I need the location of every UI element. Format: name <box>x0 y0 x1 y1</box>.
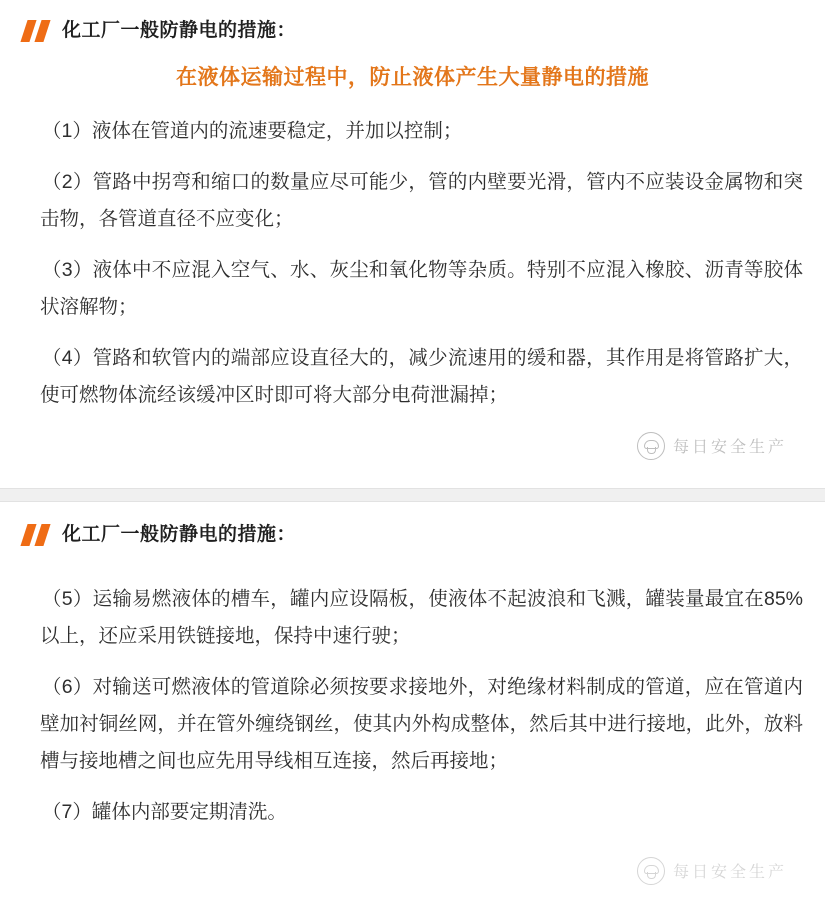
watermark-label: 每日安全生产 <box>672 864 787 882</box>
watermark-top <box>22 432 803 460</box>
wechat-official-account-icon <box>637 432 665 460</box>
paragraph-7: （7）罐体内部要定期清洗。 <box>42 800 287 823</box>
section-title: 化工厂一般防静电的措施： <box>62 20 297 41</box>
watermark-bottom <box>22 857 803 885</box>
paragraph-5: （5）运输易燃液体的槽车，罐内应设隔板，使液体不起波浪和飞溅，罐装量最宜在85%以上，还应采用铁链接地，保持中速行驶； <box>40 587 803 647</box>
watermark-label: 每日安全生产 <box>672 439 787 457</box>
paragraph-3: （3）液体中不应混入空气、水、灰尘和氧化物等杂质。特别不应混入橡胶、沥青等胶体状溶解物； <box>40 258 803 318</box>
paragraph-6: （6）对输送可燃液体的管道除必须按要求接地外，对绝缘材料制成的管道，应在管道内壁加衬铜丝网，并在管外缠绕钢丝，使其内外构成整体，然后其中进行接地，此外，放料槽与接地槽之间也应先用导线相互连接，然后再接地； <box>40 675 803 772</box>
double-slash-icon <box>22 20 52 42</box>
section-title: 化工厂一般防静电的措施： <box>62 523 297 545</box>
paragraph-4: （4）管路和软管内的端部应设直径大的，减少流速用的缓和器，其作用是将管路扩大，使可燃物体流经该缓冲区时即可将大部分电荷泄漏掉； <box>40 346 803 406</box>
paragraph-1: （1）液体在管道内的流速要稳定，并加以控制； <box>42 119 463 142</box>
wechat-official-account-icon <box>637 857 665 885</box>
double-slash-icon <box>22 524 52 546</box>
section-headline: 在液体运输过程中，防止液体产生大量静电的措施 <box>176 65 649 89</box>
section-header-top <box>22 18 803 45</box>
spacer <box>22 555 803 581</box>
card-divider <box>0 488 825 502</box>
section-header-bottom <box>22 522 803 549</box>
paragraph-2: （2）管路中拐弯和缩口的数量应尽可能少，管的内壁要光滑，管内不应装设金属物和突击物，各管道直径不应变化； <box>40 170 803 230</box>
article-card-bottom <box>0 502 825 909</box>
